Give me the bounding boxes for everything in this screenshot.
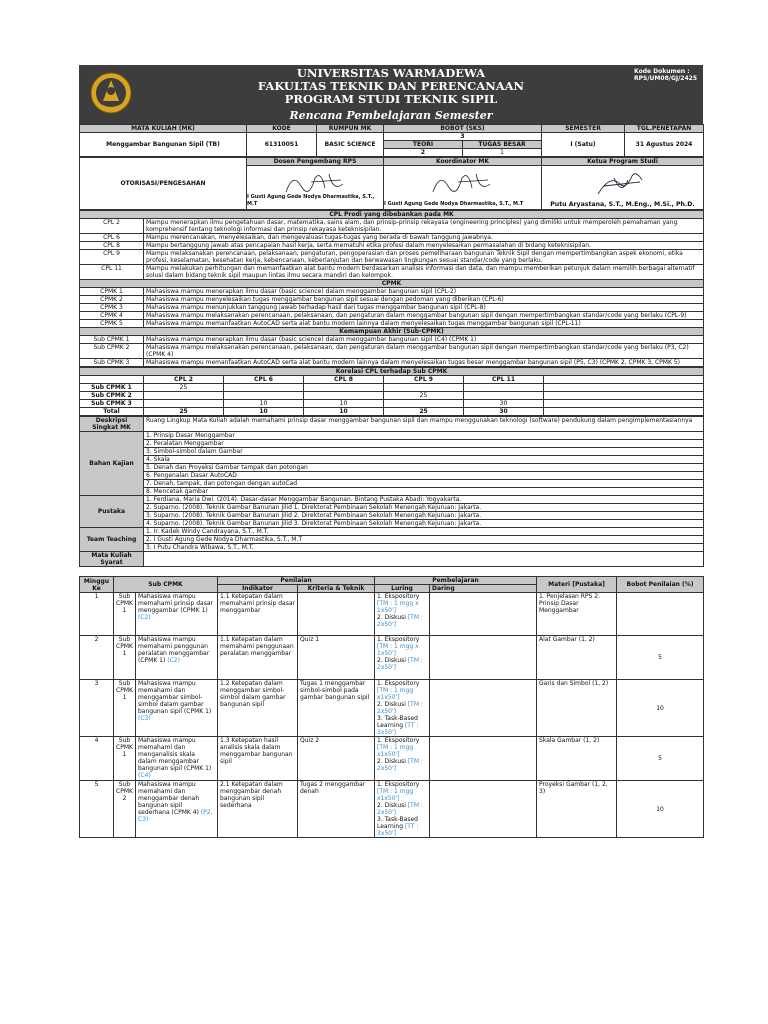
week-sub-cpmk: Sub CPMK 2 [114,781,136,838]
cpl-text: Mampu bertanggung jawab atas pencapaian hasil kerja, serta mematuhi etika profesi dalam menyelesaikan permasalahan di bidang keteknisipilan. [144,242,704,250]
week-bobot: 5 [617,737,704,781]
luring-item [377,593,427,614]
cpl-code: CPL 6 [80,234,144,242]
luring-method: 1. Ekspository [377,593,420,600]
cpmk-row [80,304,704,312]
luring-time: [TM : 2x50'] [377,657,423,671]
faculty-name: FAKULTAS TEKNIK DAN PERENCANAAN [257,79,525,93]
bahan-kajian-row [80,472,704,480]
week-kriteria [298,593,375,636]
correlation-col-header: CPL 11 [464,376,544,384]
sub-cpmk-row [80,344,704,359]
week-description-text: Mahasiswa mampu memahami prinsip dasar menggambar (CPMK 1) [138,593,213,614]
correlation-value: 30 [464,400,544,408]
correlation-value [384,384,464,392]
correlation-table [79,367,704,416]
pustaka-row [80,496,704,504]
cpl-code: CPL 2 [80,219,144,234]
cpl-code: CPL 8 [80,242,144,250]
bahan-kajian-item: 7. Denah, tampak, dan potongan dengan autoCad [144,480,704,488]
correlation-empty [544,392,704,400]
header-kriteria: Kriteria & Teknik [298,585,375,593]
cpl-section-title: CPL Prodi yang dibebankan pada MK [80,211,704,219]
correlation-row [80,392,704,400]
pustaka-label: Pustaka [80,496,144,528]
cpl-row [80,234,704,242]
week-description-tag: (C2) [167,657,180,664]
sub-cpmk-code: Sub CPMK 1 [80,336,144,344]
correlation-row [80,400,704,408]
course-name: Menggambar Bangunan Sipil (TB) [80,133,247,157]
luring-time: [TT : 3x50'] [377,722,419,736]
week-daring [430,636,537,680]
correlation-value [224,392,304,400]
luring-method: 1. Ekspository [377,680,420,687]
signature-icon [592,168,652,198]
correlation-row-label: Sub CPMK 1 [80,384,144,392]
week-description [136,737,218,781]
week-kriteria: Quiz 2 [298,737,375,781]
cpl-row [80,265,704,280]
week-materi: Proyeksi Gambar (1, 2, 3) [537,781,617,838]
cpmk-text: Mahasiswa mampu menunjukkan tanggung jawab terhadap hasil dari tugas menggambar bangunan sipil (CPL-8) [144,304,704,312]
week-luring [375,636,430,680]
header-pembelajaran: Pembelajaran [375,577,537,585]
bahan-kajian-item: 3. Simbol-simbol dalam Gambar [144,448,704,456]
luring-item [377,758,427,772]
course-header-tgl: TGL.PENETAPAN [625,125,704,133]
correlation-value [144,400,224,408]
pustaka-item: 1. Ferdiana, Maria Dwi. (2014). Dasar-dasar Menggambar Bangunan. Bintang Pustaka Abadi: Yogyakarta. [144,496,704,504]
sub-cpmk-code: Sub CPMK 3 [80,359,144,367]
correlation-col-header: CPL 2 [144,376,224,384]
week-indikator: 1.3 Ketepatan hasil analisis skala dalam menggambar bangunan sipil [218,737,298,781]
pustaka-row [80,520,704,528]
luring-method: 1. Ekspository [377,636,420,643]
week-materi: Skala Gambar (1, 2) [537,737,617,781]
week-description [136,781,218,838]
cpmk-text: Mahasiswa mampu melaksanakan perencanaan, pelaksanaan, dan pengaturan dalam menggambar bangunan sipil dengan mempertimbangkan standar/code yang berlaku (CPL-9) [144,312,704,320]
teori-label: TEORI [384,141,463,149]
week-bobot: 10 [617,680,704,737]
cpmk-code: CPMK 5 [80,320,144,328]
sub-cpmk-row [80,359,704,367]
correlation-empty [544,408,704,416]
week-number: 5 [80,781,114,838]
course-details-table [79,416,704,567]
kaprodi-label: Ketua Program Studi [542,158,704,166]
sub-cpmk-text: Mahasiswa mampu melaksanakan perencanaan, pelaksanaan, dan pengaturan dalam menggambar bangunan sipil dengan mempertimbangkan standar/code yang berlaku (P3, C2) (CPMK 4) [144,344,704,359]
correlation-value: 25 [144,384,224,392]
week-materi: Garis dan Simbol (1, 2) [537,680,617,737]
week-sub-cpmk: Sub CPMK 1 [114,636,136,680]
week-kriteria: Tugas 2 menggambar denah [298,781,375,838]
cpmk-text: Mahasiswa mampu memanfaatkan AutoCAD serta alat bantu modern lainnya dalam menyelesaikan tugas menggambar bangunan sipil (CPL-11) [144,320,704,328]
correlation-value: 25 [144,408,224,416]
week-row [80,593,704,636]
pustaka-item: 3. Suparno. (2008). Teknik Gambar Banunan Jilid 2. Direktorat Pembinaan Sekolah Menengah Kejuruan: Jakarta. [144,512,704,520]
bahan-kajian-item: 1. Prinsip Dasar Menggambar [144,432,704,440]
cpmk-row [80,296,704,304]
cpmk-code: CPMK 1 [80,288,144,296]
luring-time: [TT : 3x50'] [377,823,419,837]
cpmk-row [80,288,704,296]
week-number: 2 [80,636,114,680]
week-description-tag: (C2) [138,614,151,621]
document-code [634,68,697,82]
week-sub-cpmk: Sub CPMK 1 [114,593,136,636]
week-daring [430,593,537,636]
cpmk-code: CPMK 4 [80,312,144,320]
correlation-empty [544,376,704,384]
cpl-text: Mampu menerapkan ilmu pengetahuan dasar, matematika, sains alam, dan prinsip-prinsip rekayasa (engineering principles) yang dimiliki untuk memperoleh pemahaman yang komprehensif tentang teknologi informasi dan prinsip rekayasa keteknisipilan. [144,219,704,234]
correlation-row [80,384,704,392]
week-description-text: Mahasiswa mampu memahami dan menggambar denah bangunan sipil sederhana (CPMK 4) [138,781,200,816]
course-info-table [79,124,704,157]
luring-item [377,802,427,816]
correlation-empty [544,384,704,392]
correlation-row [80,408,704,416]
cpl-text: Mampu melakukan perhitungan dan memanfaatkan alat bantu modern berdasarkan analisis informasi dan data, dan mampu memberikan petunjuk dalam memilih berbagai alternatif solusi dalam bidang teknik sipil maupun lintas ilmu secara mandiri dan kelompok. [144,265,704,280]
luring-time: [TM : 1 mgg x 1x50'] [377,643,419,657]
luring-method: 1. Ekspository [377,737,420,744]
week-daring [430,737,537,781]
course-header-rumpun: RUMPUN MK [317,125,384,133]
koordinator-name: I Gusti Agung Gede Nodya Dharmastika, S.T., M.T [384,201,524,207]
luring-method: 2. Diskusi [377,802,408,809]
luring-method: 1. Ekspository [377,781,420,788]
luring-time: [TM : 2x50'] [377,614,423,628]
header-materi: Materi [Pustaka] [537,577,617,593]
week-row [80,680,704,737]
pustaka-row [80,512,704,520]
cpl-row [80,250,704,265]
week-description-text: Mahasiswa mampu memahami penggunan peralatan menggambar (CPMK 1) [138,636,210,664]
header-bobot: Bobot Penilaian (%) [617,577,704,593]
luring-time: [TM : 2x50'] [377,758,423,772]
course-header-semester: SEMESTER [542,125,625,133]
team-teaching-row [80,536,704,544]
week-kriteria: Tugas 1 menggambar simbol-simbol pada gambar bangunan sipil [298,680,375,737]
week-indikator: 1.1 Ketepatan dalam memahami penggunaan peralatan menggambar [218,636,298,680]
week-row [80,737,704,781]
koordinator-signature-cell [384,166,542,210]
table-spacer [79,567,703,576]
luring-method: 2. Diskusi [377,701,408,708]
sub-cpmk-text: Mahasiswa mampu memanfaatkan AutoCAD serta alat bantu modern lainnya dalam menyelesaikan tugas besar menggambar bangunan sipil (P5, C3) (CPMK 2, CPMK 3, CPMK 5) [144,359,704,367]
bahan-kajian-row [80,464,704,472]
sub-cpmk-text: Mahasiswa mampu menerapkan ilmu dasar (basic science) dalam menggambar bangunan sipil (C4) (CPMK 1) [144,336,704,344]
cpl-row [80,242,704,250]
luring-time: [TM : 1 mgg x1x50'] [377,744,414,758]
luring-item [377,781,427,802]
koordinator-label: Koordinator MK [384,158,542,166]
week-daring [430,680,537,737]
course-header-kode: KODE [247,125,317,133]
week-kriteria: Quiz 1 [298,636,375,680]
header-sub-cpmk: Sub CPMK [114,577,218,593]
course-header-bobot: BOBOT (SKS) [384,125,542,133]
week-row [80,781,704,838]
week-number: 1 [80,593,114,636]
correlation-value [464,392,544,400]
correlation-value: 25 [384,408,464,416]
week-bobot: 5 [617,636,704,680]
week-sub-cpmk: Sub CPMK 1 [114,680,136,737]
cpl-row [80,219,704,234]
luring-item [377,715,427,736]
correlation-col-header: CPL 9 [384,376,464,384]
syarat-label: Mata Kuliah Syarat [80,552,144,567]
week-materi: Alat Gambar (1, 2) [537,636,617,680]
correlation-col-header: CPL 6 [224,376,304,384]
week-luring [375,593,430,636]
luring-method: 2. Diskusi [377,614,408,621]
correlation-value [144,392,224,400]
outcomes-table [79,210,704,367]
tugas-besar-label: TUGAS BESAR [463,141,542,149]
week-description-tag: (C3) [138,715,151,722]
correlation-row-label: Sub CPMK 2 [80,392,144,400]
course-date: 31 Agustus 2024 [625,133,704,157]
bahan-kajian-row [80,480,704,488]
bahan-kajian-row [80,440,704,448]
week-bobot: 10 [617,781,704,838]
correlation-value: 10 [304,408,384,416]
team-teaching-item: 2. I Gusti Agung Gede Nodya Dharmastika, S.T., M.T [144,536,704,544]
deskripsi-label: Deskripsi Singkat MK [80,417,144,432]
week-indikator: 1.1 Ketepatan dalam memahami prinsip dasar menggambar [218,593,298,636]
correlation-row-label: Total [80,408,144,416]
correlation-corner [80,376,144,384]
authorization-label: OTORISASI/PENGESAHAN [80,158,247,210]
bahan-kajian-item: 6. Pengenalan Dasar AutoCAD [144,472,704,480]
sub-cpmk-section-title: Kemampuan Akhir (Sub-CPMK) [80,328,704,336]
cpmk-text: Mahasiswa mampu menerapkan ilmu dasar (basic science) dalam menggambar bangunan sipil (CPL-2) [144,288,704,296]
week-sub-cpmk: Sub CPMK 1 [114,737,136,781]
syarat-text [144,552,704,567]
university-name: UNIVERSITAS WARMADEWA [296,66,486,80]
luring-item [377,737,427,758]
correlation-value [224,384,304,392]
course-header-mk: MATA KULIAH (MK) [80,125,247,133]
cpl-text: Mampu merencanakan, menyelesaikan, dan mengevaluasi tugas-tugas yang berada di bawah tanggung jawabnya. [144,234,704,242]
rps-document [79,65,703,838]
pustaka-item: 2. Suparno. (2008). Teknik Gambar Banunan Jilid 1. Direktorat Pembinaan Sekolah Menengah Kejuruan: Jakarta. [144,504,704,512]
pustaka-row [80,504,704,512]
week-indikator: 1.2 Ketepatan dalam menggambar simbol-simbol dalam gambar bangunan sipil [218,680,298,737]
week-materi: 1. Penjelasan RPS 2. Prinsip Dasar Menggambar [537,593,617,636]
program-name: PROGRAM STUDI TEKNIK SIPIL [284,92,498,106]
bahan-kajian-item: 5. Denah dan Proyeksi Gambar tampak dan potongan [144,464,704,472]
header-minggu: Minggu Ke [80,577,114,593]
dosen-name: I Gusti Agung Gede Nodya Dharmastika, S.T., M.T [247,194,375,207]
course-code: 613100S1 [247,133,317,157]
sub-cpmk-row [80,336,704,344]
authorization-table [79,157,704,210]
correlation-value: 10 [224,408,304,416]
cpmk-code: CPMK 3 [80,304,144,312]
team-teaching-label: Team Teaching [80,528,144,552]
bahan-kajian-item: 2. Peralatan Menggambar [144,440,704,448]
luring-method: 3. Task-Based Learning [377,816,418,830]
dosen-signature-cell [247,166,384,210]
cpmk-section-title: CPMK [80,280,704,288]
week-row [80,636,704,680]
cpl-code: CPL 11 [80,265,144,280]
week-description [136,593,218,636]
team-teaching-row [80,528,704,536]
header-penilaian: Penilaian [218,577,375,585]
correlation-value [304,384,384,392]
bahan-kajian-row [80,432,704,440]
luring-method: 2. Diskusi [377,758,408,765]
week-indikator: 2.1 Ketepatan dalam menggambar denah bangunan sipil sederhana [218,781,298,838]
cpl-text: Mampu melaksanakan perencanaan, pelaksanaan, pengaturan, pengoperasian dan proses pemeliharaan bangunan Teknik Sipil dengan mempertimbangkan aspek ekonomi, etika profesi, keselamatan, kesehatan kerja, kebencanaan, keberlanjutan dan berwawasan lingkungan sesuai standar/code yang berlaku. [144,250,704,265]
kaprodi-name: Putu Aryastana, S.T., M.Eng., M.Si., Ph.D. [550,201,695,208]
correlation-empty [544,400,704,408]
week-description [136,636,218,680]
cpmk-row [80,312,704,320]
bahan-kajian-item: 8. Mencetak gambar [144,488,704,496]
header-daring: Daring [430,585,537,593]
luring-time: [TM : 2x50'] [377,802,423,816]
weekly-plan-table [79,576,704,838]
luring-method: 2. Diskusi [377,657,408,664]
luring-item [377,701,427,715]
correlation-title: Korelasi CPL terhadap Sub CPMK [80,368,704,376]
correlation-value: 10 [224,400,304,408]
week-description-tag: (C4) [138,772,151,779]
luring-item [377,614,427,628]
bahan-kajian-row [80,456,704,464]
pustaka-item: 4. Suparno. (2008). Teknik Gambar Banunan Jilid 3. Direktorat Pembinaan Sekolah Menengah Kejuruan: Jakarta. [144,520,704,528]
deskripsi-text: Ruang Lingkup Mata Kuliah adalah memahami prinsip dasar menggambar bangunan sipil dan mampu menggunakan teknologi (software) pendukung dalam pengimplementasiannya [144,417,704,432]
correlation-col-header: CPL 8 [304,376,384,384]
cpmk-code: CPMK 2 [80,296,144,304]
sub-cpmk-code: Sub CPMK 2 [80,344,144,359]
course-rumpun: BASIC SCIENCE [317,133,384,157]
bahan-kajian-item: 4. Skala [144,456,704,464]
correlation-value: 30 [464,408,544,416]
course-semester: I (Satu) [542,133,625,157]
week-daring [430,781,537,838]
week-description [136,680,218,737]
course-bobot-total: 3 [384,133,542,141]
cpmk-row [80,320,704,328]
header-indikator: Indikator [218,585,298,593]
week-description-text: Mahasiswa mampu memahami dan menganalisis skala dalam menggambar bangunan sipil (CPMK 1) [138,737,212,772]
correlation-value [464,384,544,392]
luring-time: [TM : 1 mgg x1x50'] [377,788,414,802]
luring-item [377,636,427,657]
week-luring [375,680,430,737]
bahan-kajian-row [80,488,704,496]
week-luring [375,737,430,781]
bahan-kajian-label: Bahan Kajian [80,432,144,496]
luring-time: [TM : 1 mgg x 1x50'] [377,600,419,614]
teori-value: 2 [384,149,463,157]
luring-item [377,680,427,701]
correlation-value [304,392,384,400]
team-teaching-item: 1. Ir. Kadek Windy Candrayana, S.T., M.T. [144,528,704,536]
header-luring: Luring [375,585,430,593]
team-teaching-item: 3. I Putu Chandra Wibawa, S.T., M.T. [144,544,704,552]
document-code-value: RPS/UM08/GJ/2425 [634,75,697,82]
luring-method: 3. Task-Based Learning [377,715,418,729]
document-header [79,65,703,124]
week-description-text: Mahasiswa mampu memahami dan menggambar simbol-simbol dalam gambar bangunan sipil (CPMK 1) [138,680,212,715]
week-number: 3 [80,680,114,737]
week-bobot [617,593,704,636]
luring-time: [TM : 1 mgg x1x50'] [377,687,414,701]
signature-icon [428,168,498,198]
tugas-besar-value: 1 [463,149,542,157]
cpmk-text: Mahasiswa mampu menyelesaikan tugas menggambar bangunan sipil sesuai dengan pedoman yang diberikan (CPL-6) [144,296,704,304]
correlation-row-label: Sub CPMK 3 [80,400,144,408]
bahan-kajian-row [80,448,704,456]
correlation-value: 25 [384,392,464,400]
correlation-value: 10 [304,400,384,408]
dosen-rps-label: Dosen Pengembang RPS [247,158,384,166]
luring-item [377,657,427,671]
kaprodi-signature-cell [542,166,704,210]
luring-time: [TM : 2x50'] [377,701,423,715]
document-code-label: Kode Dokumen : [634,68,690,75]
week-description-tag: (P2, C3) [138,809,213,823]
cpl-code: CPL 9 [80,250,144,265]
week-luring [375,781,430,838]
week-number: 4 [80,737,114,781]
document-subtitle: Rencana Pembelajaran Semester [289,109,493,122]
luring-item [377,816,427,837]
team-teaching-row [80,544,704,552]
correlation-value [384,400,464,408]
